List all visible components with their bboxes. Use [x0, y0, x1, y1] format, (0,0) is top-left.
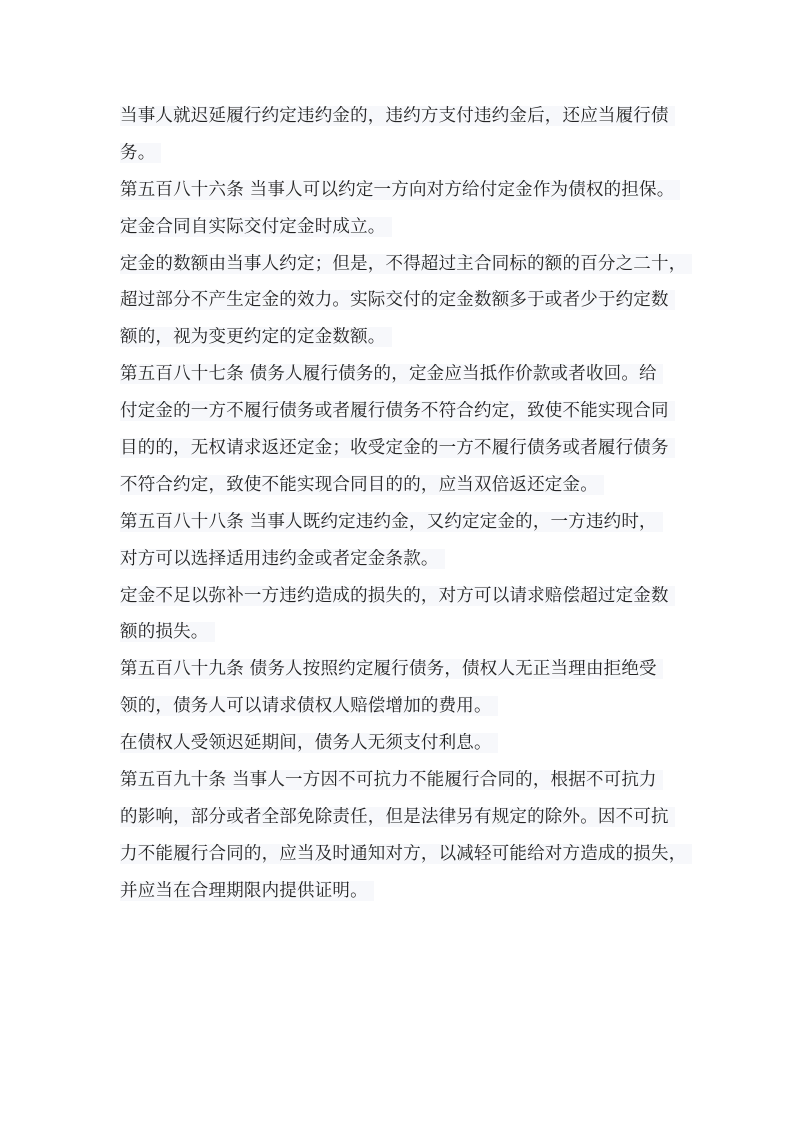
text-line: 付定金的一方不履行债务或者履行债务不符合约定，致使不能实现合同 — [120, 393, 680, 430]
text-line: 额的损失。 — [120, 614, 680, 651]
article-588-heading-line: 第五百八十八条 当事人既约定违约金，又约定定金的，一方违约时， — [120, 504, 680, 541]
text-line: 额的，视为变更约定的定金数额。 — [120, 319, 680, 356]
text-line: 定金的数额由当事人约定；但是，不得超过主合同标的额的百分之二十， — [120, 246, 680, 283]
text-line: 当事人就迟延履行约定违约金的，违约方支付违约金后，还应当履行债 — [120, 98, 680, 135]
text-line: 领的，债务人可以请求债权人赔偿增加的费用。 — [120, 688, 680, 725]
text-line: 并应当在合理期限内提供证明。 — [120, 873, 680, 910]
text-line: 务。 — [120, 135, 680, 172]
article-590-heading-line: 第五百九十条 当事人一方因不可抗力不能履行合同的，根据不可抗力 — [120, 762, 680, 799]
text-line: 对方可以选择适用违约金或者定金条款。 — [120, 541, 680, 578]
article-589-heading-line: 第五百八十九条 债务人按照约定履行债务，债权人无正当理由拒绝受 — [120, 651, 680, 688]
document-body — [120, 98, 687, 910]
text-line: 不符合约定，致使不能实现合同目的的，应当双倍返还定金。 — [120, 467, 680, 504]
text-line: 目的的，无权请求返还定金；收受定金的一方不履行债务或者履行债务 — [120, 430, 680, 467]
text-line: 在债权人受领迟延期间，债务人无须支付利息。 — [120, 725, 680, 762]
text-line: 定金合同自实际交付定金时成立。 — [120, 209, 680, 246]
text-line: 的影响，部分或者全部免除责任，但是法律另有规定的除外。因不可抗 — [120, 799, 680, 836]
text-line: 力不能履行合同的，应当及时通知对方，以减轻可能给对方造成的损失， — [120, 836, 680, 873]
article-586-heading-line: 第五百八十六条 当事人可以约定一方向对方给付定金作为债权的担保。 — [120, 172, 680, 209]
text-line: 定金不足以弥补一方违约造成的损失的，对方可以请求赔偿超过定金数 — [120, 578, 680, 615]
text-line: 超过部分不产生定金的效力。实际交付的定金数额多于或者少于约定数 — [120, 282, 680, 319]
article-587-heading-line: 第五百八十七条 债务人履行债务的，定金应当抵作价款或者收回。给 — [120, 356, 680, 393]
